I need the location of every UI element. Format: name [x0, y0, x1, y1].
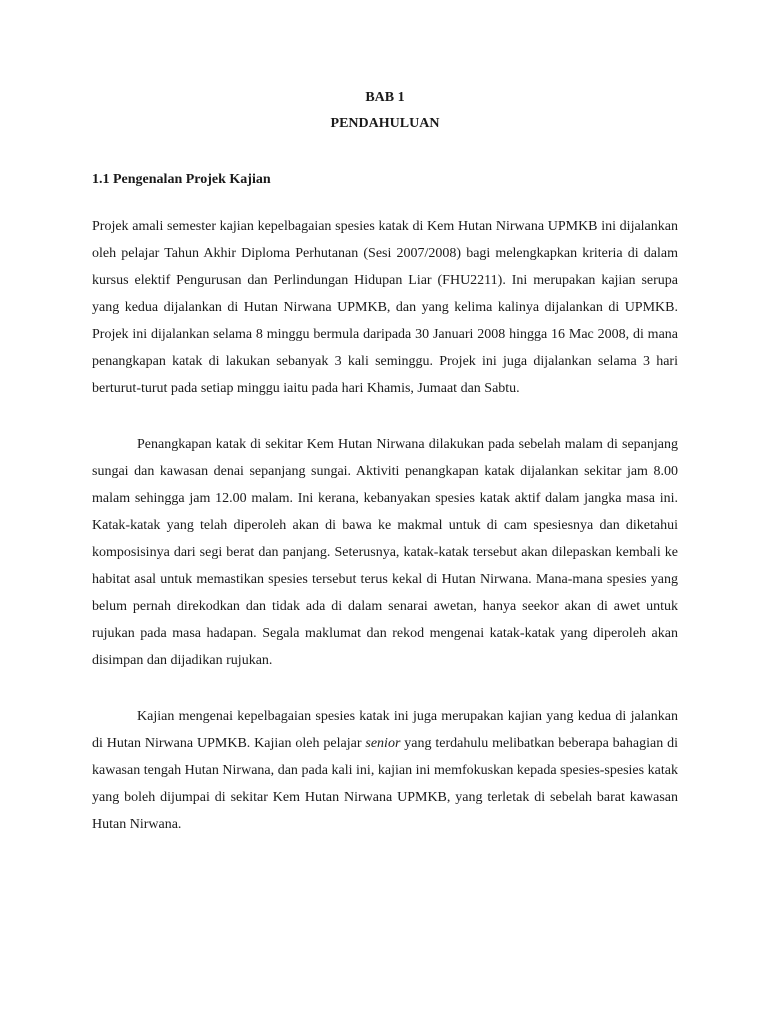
- paragraph-intro: Projek amali semester kajian kepelbagaian spesies katak di Kem Hutan Nirwana UPMKB ini dijalankan oleh pelajar Tahun Akhir Diploma Perhutanan (Sesi 2007/2008) bagi melengkapkan kriteria di dalam kursus elektif Pengurusan dan Perlindungan Hidupan Liar (FHU2211). Ini merupakan kajian serupa yang kedua dijalankan di Hutan Nirwana UPMKB, dan yang kelima kalinya dijalankan di UPMKB. Projek ini dijalankan selama 8 minggu bermula daripada 30 Januari 2008 hingga 16 Mac 2008, di mana penangkapan katak di lakukan sebanyak 3 kali seminggu. Projek ini juga dijalankan selama 3 hari berturut-turut pada setiap minggu iaitu pada hari Khamis, Jumaat dan Sabtu.: [92, 219, 678, 396]
- paragraph-text-after: yang terdahulu melibatkan beberapa bahagian di kawasan tengah Hutan Nirwana, dan pada kali ini, kajian ini memfokuskan kepada spesies-spesies katak yang boleh dijumpai di sekitar Kem Hutan Nirwana UPMKB, yang terletak di sebelah barat kawasan Hutan Nirwana.: [92, 736, 678, 832]
- document-page: [92, 82, 678, 838]
- paragraph-background: [92, 703, 678, 838]
- section-heading: 1.1 Pengenalan Projek Kajian: [92, 172, 271, 187]
- emphasis-senior: senior: [365, 736, 401, 751]
- paragraph-text-before: Kajian mengenai kepelbagaian spesies katak ini juga merupakan kajian yang kedua di jalankan di Hutan Nirwana UPMKB. Kajian oleh pelajar: [92, 709, 678, 751]
- chapter-number: BAB 1: [365, 90, 405, 105]
- chapter-title: PENDAHULUAN: [330, 116, 440, 131]
- paragraph-methods: Penangkapan katak di sekitar Kem Hutan Nirwana dilakukan pada sebelah malam di sepanjang sungai dan kawasan denai sepanjang sungai. Aktiviti penangkapan katak dijalankan sekitar jam 8.00 malam sehingga jam 12.00 malam. Ini kerana, kebanyakan spesies katak aktif dalam jangka masa ini. Katak-katak yang telah diperoleh akan di bawa ke makmal untuk di cam spesiesnya dan diketahui komposisinya dari segi berat dan panjang. Seterusnya, katak-katak tersebut akan dilepaskan kembali ke habitat asal untuk memastikan spesies tersebut terus kekal di Hutan Nirwana. Mana-mana spesies yang belum pernah direkodkan dan tidak ada di dalam senarai awetan, hanya seekor akan di awet untuk rujukan pada masa hadapan. Segala maklumat dan rekod mengenai katak-katak yang diperoleh akan disimpan dan dijadikan rujukan.: [92, 437, 678, 668]
